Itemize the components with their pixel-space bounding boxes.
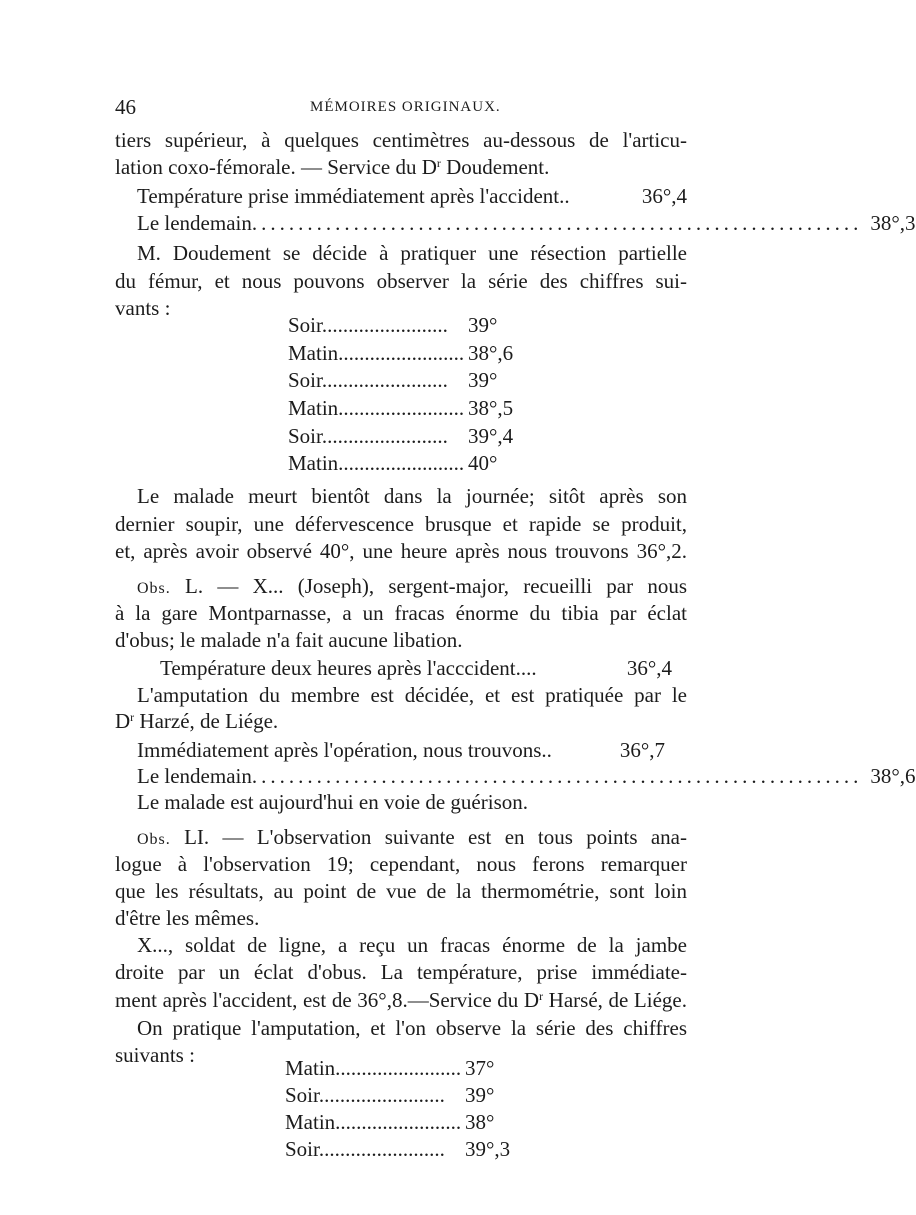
temperature-value: 37° — [465, 1056, 495, 1080]
temperature-label: Température prise immédiatement après l'accident.. — [137, 184, 570, 208]
paragraph-line: que les résultats, au point de vue de la thermométrie, sont loin — [115, 879, 687, 903]
time-label: Soir........................ — [288, 368, 448, 392]
temperature-value: 39°,3 — [465, 1137, 511, 1161]
paragraph-line: Le malade est aujourd'hui en voie de guérison. — [137, 790, 528, 814]
time-label: Matin........................ — [285, 1056, 462, 1080]
running-head: MÉMOIRES ORIGINAUX. — [310, 99, 501, 115]
time-label: Matin........................ — [288, 341, 465, 365]
paragraph-line: L'amputation du membre est décidée, et est pratiquée par le — [137, 683, 687, 707]
paragraph-line: du fémur, et nous pouvons observer la série des chiffres sui- — [115, 269, 687, 293]
temperature-value: 38°,6 — [870, 764, 916, 788]
paragraph-line: Le malade meurt bientôt dans la journée; sitôt après son — [137, 484, 687, 508]
superscript: r — [130, 710, 135, 724]
temperature-value: 39° — [468, 313, 498, 337]
temperature-value: 38°,3 — [870, 211, 916, 235]
paragraph-line: suivants : — [115, 1043, 195, 1067]
temperature-value: 39° — [465, 1083, 495, 1107]
temperature-value: 38°,6 — [468, 341, 514, 365]
observation-heading-line: Obs. L. — X... (Joseph), sergent-major, recueilli par nous — [137, 574, 687, 598]
paragraph-line: droite par un éclat d'obus. La température, prise immédiate- — [115, 960, 687, 984]
temperature-value: 36°,4 — [641, 184, 687, 208]
superscript: r — [436, 156, 441, 170]
dot-leader: .................................................................. — [251, 764, 863, 788]
page-number: 46 — [115, 95, 136, 119]
temperature-value: 36°,4 — [626, 656, 672, 680]
temperature-entry — [137, 183, 687, 210]
observation-heading-line: Obs. LI. — L'observation suivante est en tous points ana- — [137, 825, 687, 849]
time-label: Matin........................ — [288, 451, 465, 475]
superscript: r — [539, 989, 544, 1003]
temperature-label: Le lendemain — [137, 211, 252, 235]
paragraph-line: et, après avoir observé 40°, une heure après nous trouvons 36°,2. — [115, 539, 687, 563]
observation-abbr: Obs. — [137, 580, 171, 597]
temperature-value: 36°,7 — [619, 738, 665, 762]
time-label: Soir........................ — [285, 1083, 445, 1107]
temperature-entry — [160, 655, 672, 682]
temperature-label: Le lendemain — [137, 764, 252, 788]
page-header — [115, 95, 687, 125]
time-label: Soir........................ — [285, 1137, 445, 1161]
paragraph-line: $D^r$ Harzé, de Liége. — [115, 709, 279, 733]
temperature-value: 40° — [468, 451, 498, 475]
temperature-value: 39°,4 — [468, 424, 514, 448]
paragraph-line: M. Doudement se décide à pratiquer une résection partielle — [137, 241, 687, 265]
paragraph-line: X..., soldat de ligne, a reçu un fracas énorme de la jambe — [137, 933, 687, 957]
observation-abbr: Obs. — [137, 831, 171, 848]
paragraph-line: d'obus; le malade n'a fait aucune libation. — [115, 628, 463, 652]
paragraph-line: On pratique l'amputation, et l'on observe la série des chiffres — [137, 1016, 687, 1040]
time-label: Soir........................ — [288, 313, 448, 337]
paragraph-line: ment après l'accident, est de 36°,8.—Service du $D^r$ Harsé, de Liége. — [115, 988, 687, 1012]
paragraph-line: logue à l'observation 19; cependant, nous ferons remarquer — [115, 852, 687, 876]
paragraph-line: à la gare Montparnasse, a un fracas énorme du tibia par éclat — [115, 601, 687, 625]
temperature-label: Immédiatement après l'opération, nous trouvons.. — [137, 738, 552, 762]
temperature-value: 38°,5 — [468, 396, 514, 420]
temperature-entry — [137, 210, 916, 237]
temperature-label: Température deux heures après l'acccident.... — [160, 656, 537, 680]
dot-leader: .................................................................. — [251, 211, 863, 235]
temperature-entry — [137, 763, 916, 790]
paragraph-line: tiers supérieur, à quelques centimètres au-dessous de l'articu- — [115, 128, 687, 152]
temperature-value: 39° — [468, 368, 498, 392]
temperature-entry — [137, 737, 665, 764]
time-label: Soir........................ — [288, 424, 448, 448]
paragraph-line: lation coxo-fémorale. — Service du $D^r$ Doudement. — [115, 155, 550, 179]
paragraph-line: vants : — [115, 296, 171, 320]
time-label: Matin........................ — [288, 396, 465, 420]
paragraph-line: dernier soupir, une défervescence brusque et rapide se produit, — [115, 512, 687, 536]
paragraph-line: d'être les mêmes. — [115, 906, 260, 930]
temperature-value: 38° — [465, 1110, 495, 1134]
time-label: Matin........................ — [285, 1110, 462, 1134]
